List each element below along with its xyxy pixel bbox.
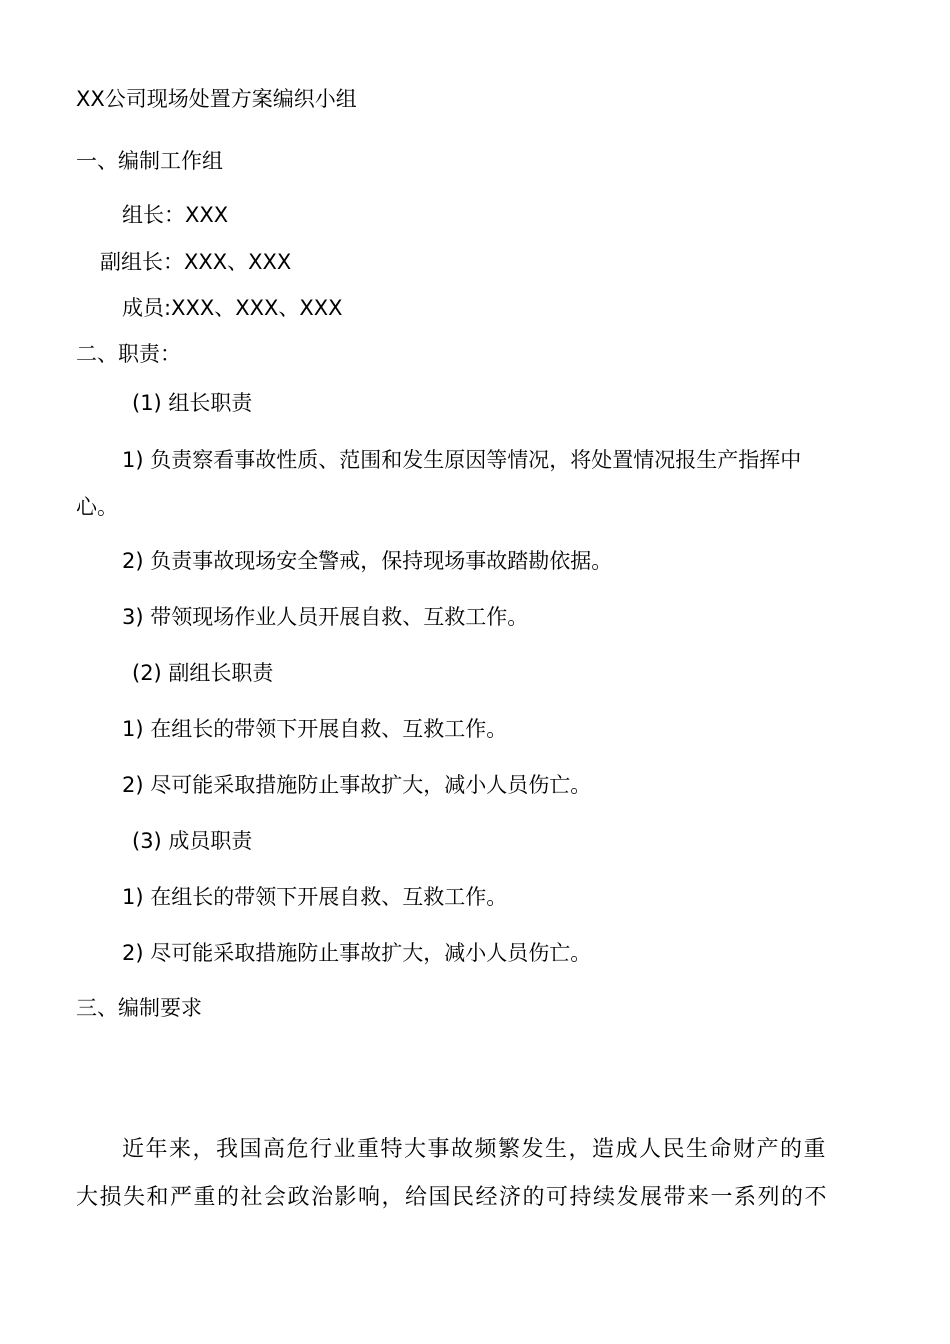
deputy-duty-2: 2) 尽可能采取措施防止事故扩大，减小人员伤亡。 (122, 773, 592, 797)
deputy-duty-1: 1) 在组长的带领下开展自救、互救工作。 (122, 717, 508, 741)
leader-duty-2: 2) 负责事故现场安全警戒，保持现场事故踏勘依据。 (122, 549, 613, 573)
member-duty-1: 1) 在组长的带领下开展自救、互救工作。 (122, 885, 508, 909)
section2-heading: 二、职责： (76, 342, 181, 366)
section3-heading: 三、编制要求 (76, 996, 202, 1020)
leader-duty-1-line2: 心。 (76, 495, 118, 519)
leader-duty-3: 3) 带领现场作业人员开展自救、互救工作。 (122, 605, 529, 629)
leader-duty-1-line1: 1) 负责察看事故性质、范围和发生原因等情况，将处置情况报生产指挥中 (122, 448, 802, 472)
member-duty-2: 2) 尽可能采取措施防止事故扩大，减小人员伤亡。 (122, 941, 592, 965)
deputy-duties-heading: (2) 副组长职责 (132, 661, 274, 685)
members-line: 成员:XXX、XXX、XXX (122, 296, 343, 320)
leader-duties-heading: (1) 组长职责 (132, 391, 253, 415)
document-title: XX公司现场处置方案编织小组 (76, 87, 357, 111)
section1-heading: 一、编制工作组 (76, 149, 223, 173)
deputy-line: 副组长：XXX、XXX (100, 250, 292, 274)
body-paragraph-line1: 近年来，我国高危行业重特大事故频繁发生，造成人民生命财产的重 (122, 1137, 828, 1162)
member-duties-heading: (3) 成员职责 (132, 829, 253, 853)
body-paragraph-line2: 大损失和严重的社会政治影响，给国民经济的可持续发展带来一系列的不 (76, 1185, 829, 1210)
leader-line: 组长：XXX (122, 203, 229, 227)
